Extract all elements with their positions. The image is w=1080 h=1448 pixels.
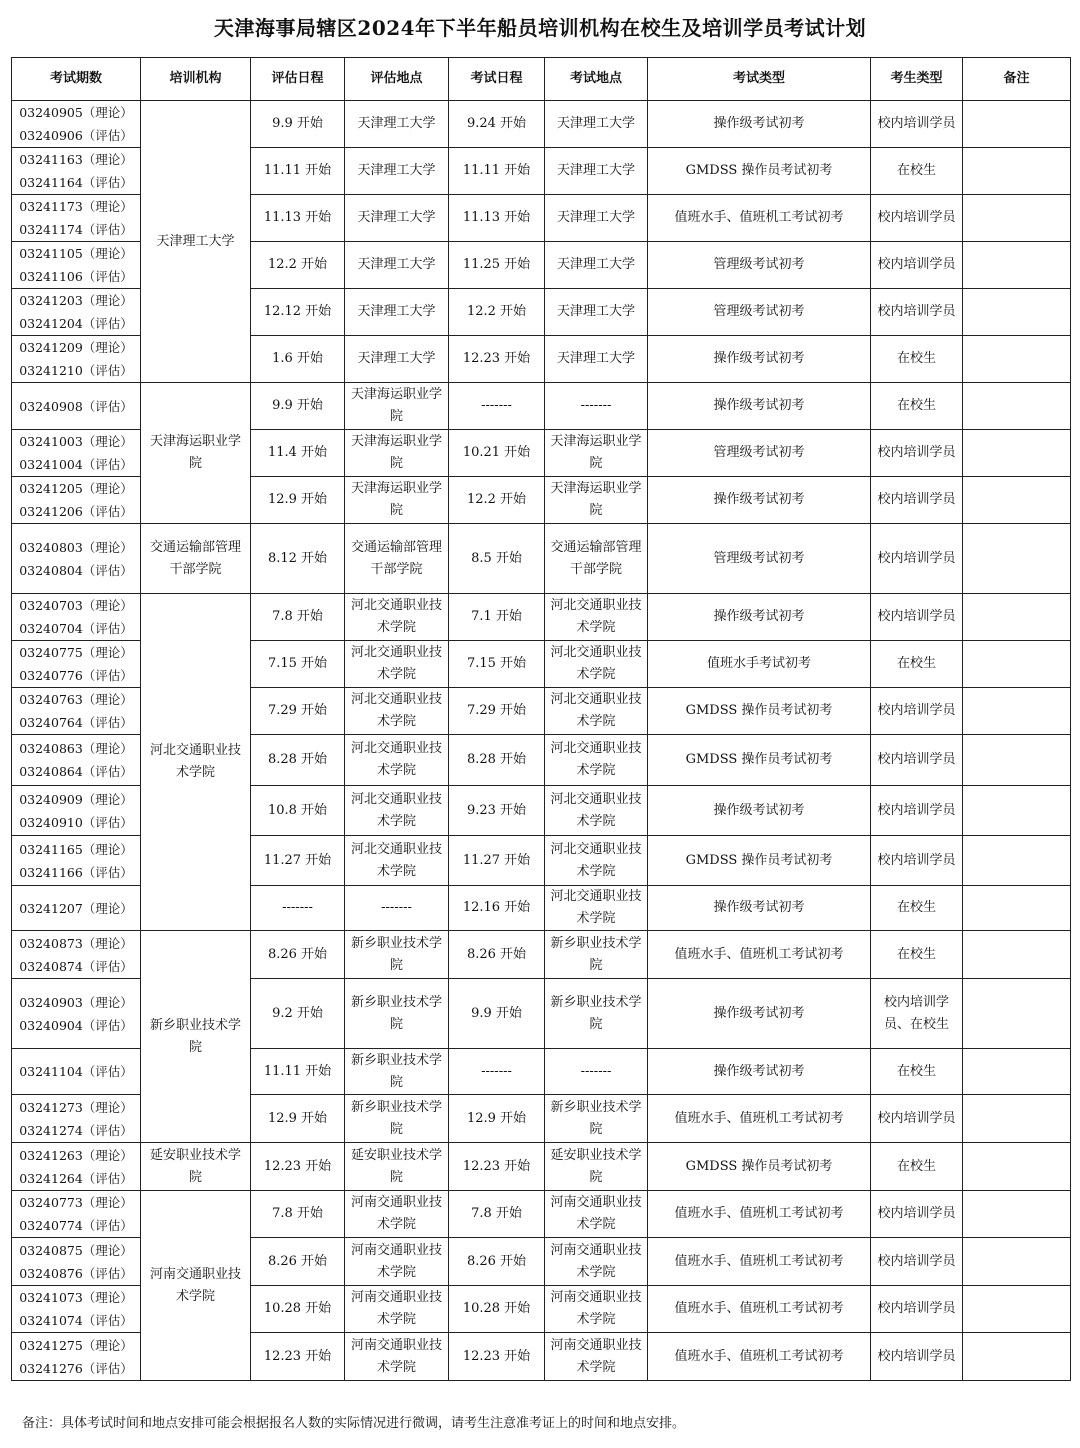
remark-cell: [963, 148, 1071, 195]
exam-type-cell: 值班水手考试初考: [648, 641, 871, 688]
assess-date-cell: 12.2 开始: [251, 242, 345, 289]
exam-period-id: 03241263（理论）: [19, 1147, 133, 1163]
exam-period-cell: [12, 786, 141, 836]
exam-period-id: 03240863（理论）: [19, 741, 133, 756]
exam-period-id: 03240910（评估）: [19, 814, 133, 830]
exam-period-id: 03240763（理论）: [19, 692, 133, 707]
exam-period-cell: [12, 688, 141, 735]
exam-period-id: 03240764（评估）: [19, 715, 133, 730]
assess-date-cell: 10.28 开始: [251, 1286, 345, 1333]
assess-place-cell: 天津海运职业学院: [345, 430, 449, 477]
exam-date-cell: 12.23 开始: [449, 1143, 545, 1191]
exam-date-cell: 12.9 开始: [449, 1095, 545, 1143]
candidate-type-cell: 在校生: [871, 383, 963, 430]
assess-place-cell: 新乡职业技术学院: [345, 1049, 449, 1095]
exam-period-cell: [12, 641, 141, 688]
remark-cell: [963, 786, 1071, 836]
exam-type-cell: 操作级考试初考: [648, 979, 871, 1049]
exam-period-cell: [12, 979, 141, 1049]
exam-period-id: 03241206（评估）: [19, 504, 133, 519]
remark-cell: [963, 336, 1071, 383]
exam-period-id: 03240875（理论）: [19, 1242, 133, 1258]
exam-date-cell: 10.21 开始: [449, 430, 545, 477]
remark-cell: [963, 242, 1071, 289]
exam-period-cell: [12, 1143, 141, 1191]
col-header-exam-type: 考试类型: [648, 58, 871, 101]
candidate-type-cell: 校内培训学员: [871, 242, 963, 289]
exam-date-cell: 7.15 开始: [449, 641, 545, 688]
exam-period-id: 03241004（评估）: [19, 457, 133, 472]
exam-period-id: 03240776（评估）: [19, 668, 133, 683]
exam-date-cell: 12.2 开始: [449, 289, 545, 336]
exam-place-cell: 天津理工大学: [545, 242, 648, 289]
remark-cell: [963, 594, 1071, 641]
exam-period-id: 03240803（理论）: [19, 539, 133, 555]
exam-type-cell: 操作级考试初考: [648, 1049, 871, 1095]
remark-cell: [963, 979, 1071, 1049]
remark-cell: [963, 688, 1071, 735]
exam-place-cell: 河南交通职业技术学院: [545, 1286, 648, 1333]
exam-date-cell: 11.11 开始: [449, 148, 545, 195]
exam-type-cell: 管理级考试初考: [648, 242, 871, 289]
assess-date-cell: 8.26 开始: [251, 1238, 345, 1286]
remark-cell: [963, 641, 1071, 688]
exam-period-cell: [12, 836, 141, 886]
exam-period-id: 03240703（理论）: [19, 598, 133, 613]
col-header-period: 考试期数: [12, 58, 141, 101]
exam-period-cell: [12, 148, 141, 195]
assess-place-cell: 河北交通职业技术学院: [345, 836, 449, 886]
candidate-type-cell: 校内培训学员: [871, 289, 963, 336]
exam-date-cell: 11.25 开始: [449, 242, 545, 289]
table-row: [12, 931, 1071, 979]
exam-period-id: 03241273（理论）: [19, 1099, 133, 1115]
institution-cell: 天津海运职业学院: [141, 383, 251, 524]
exam-place-cell: 天津理工大学: [545, 289, 648, 336]
exam-period-id: 03241105（理论）: [19, 246, 133, 261]
exam-period-id: 03241275（理论）: [19, 1337, 133, 1353]
assess-date-cell: 9.9 开始: [251, 101, 345, 148]
assess-place-cell: 延安职业技术学院: [345, 1143, 449, 1191]
assess-date-cell: 7.15 开始: [251, 641, 345, 688]
table-row: [12, 1143, 1071, 1191]
exam-period-id: 03240876（评估）: [19, 1265, 133, 1281]
table-body: [12, 101, 1071, 1381]
exam-period-cell: [12, 1286, 141, 1333]
exam-period-id: 03241074（评估）: [19, 1313, 133, 1328]
exam-date-cell: 7.8 开始: [449, 1191, 545, 1238]
exam-period-id: 03240908（评估）: [19, 398, 133, 414]
table-header-row: [12, 58, 1071, 101]
exam-period-cell: [12, 735, 141, 786]
exam-period-id: 03241166（评估）: [19, 864, 133, 880]
exam-period-cell: [12, 931, 141, 979]
remark-cell: [963, 1286, 1071, 1333]
assess-date-cell: 11.11 开始: [251, 148, 345, 195]
assess-date-cell: 12.9 开始: [251, 477, 345, 524]
exam-place-cell: -------: [545, 1049, 648, 1095]
exam-date-cell: 8.26 开始: [449, 1238, 545, 1286]
remark-cell: [963, 101, 1071, 148]
remark-cell: [963, 477, 1071, 524]
exam-type-cell: GMDSS 操作员考试初考: [648, 735, 871, 786]
assess-date-cell: 10.8 开始: [251, 786, 345, 836]
exam-period-cell: [12, 1238, 141, 1286]
exam-type-cell: GMDSS 操作员考试初考: [648, 148, 871, 195]
exam-period-id: 03241205（理论）: [19, 481, 133, 496]
remark-cell: [963, 1095, 1071, 1143]
table-row: [12, 101, 1071, 148]
assess-place-cell: 河南交通职业技术学院: [345, 1286, 449, 1333]
table-row: [12, 1191, 1071, 1238]
assess-date-cell: 11.11 开始: [251, 1049, 345, 1095]
table-row: [12, 383, 1071, 430]
assess-date-cell: 1.6 开始: [251, 336, 345, 383]
exam-place-cell: 河北交通职业技术学院: [545, 735, 648, 786]
exam-place-cell: 河北交通职业技术学院: [545, 786, 648, 836]
exam-date-cell: 9.9 开始: [449, 979, 545, 1049]
candidate-type-cell: 校内培训学员: [871, 836, 963, 886]
exam-place-cell: 河南交通职业技术学院: [545, 1333, 648, 1381]
assess-date-cell: 9.9 开始: [251, 383, 345, 430]
candidate-type-cell: 校内培训学员: [871, 524, 963, 594]
remark-cell: [963, 1191, 1071, 1238]
exam-type-cell: 值班水手、值班机工考试初考: [648, 1191, 871, 1238]
col-header-remark: 备注: [963, 58, 1071, 101]
assess-place-cell: 河北交通职业技术学院: [345, 688, 449, 735]
exam-place-cell: 河北交通职业技术学院: [545, 641, 648, 688]
exam-place-cell: 天津理工大学: [545, 336, 648, 383]
exam-type-cell: 管理级考试初考: [648, 430, 871, 477]
exam-period-cell: [12, 477, 141, 524]
assess-date-cell: 12.23 开始: [251, 1143, 345, 1191]
assess-date-cell: 7.29 开始: [251, 688, 345, 735]
assess-place-cell: 天津理工大学: [345, 195, 449, 242]
exam-date-cell: 7.1 开始: [449, 594, 545, 641]
assess-place-cell: 河北交通职业技术学院: [345, 641, 449, 688]
exam-period-id: 03241264（评估）: [19, 1170, 133, 1186]
exam-place-cell: 天津理工大学: [545, 148, 648, 195]
exam-date-cell: 12.23 开始: [449, 1333, 545, 1381]
exam-period-id: 03240773（理论）: [19, 1195, 133, 1210]
assess-place-cell: 天津海运职业学院: [345, 477, 449, 524]
exam-period-id: 03240905（理论）: [19, 105, 133, 120]
exam-date-cell: 12.2 开始: [449, 477, 545, 524]
exam-period-id: 03241165（理论）: [19, 841, 133, 857]
remark-cell: [963, 383, 1071, 430]
candidate-type-cell: 校内培训学员: [871, 1286, 963, 1333]
candidate-type-cell: 校内培训学员: [871, 430, 963, 477]
exam-place-cell: 延安职业技术学院: [545, 1143, 648, 1191]
assess-date-cell: 12.12 开始: [251, 289, 345, 336]
remark-cell: [963, 430, 1071, 477]
exam-date-cell: -------: [449, 383, 545, 430]
institution-cell: 新乡职业技术学院: [141, 931, 251, 1143]
institution-cell: 天津理工大学: [141, 101, 251, 383]
exam-period-cell: [12, 289, 141, 336]
exam-period-id: 03241210（评估）: [19, 363, 133, 378]
exam-type-cell: 操作级考试初考: [648, 336, 871, 383]
exam-place-cell: 河南交通职业技术学院: [545, 1238, 648, 1286]
assess-place-cell: 天津理工大学: [345, 336, 449, 383]
exam-period-cell: [12, 383, 141, 430]
exam-type-cell: 操作级考试初考: [648, 886, 871, 931]
col-header-candidate-type: 考生类型: [871, 58, 963, 101]
exam-place-cell: 河北交通职业技术学院: [545, 688, 648, 735]
exam-period-id: 03241173（理论）: [19, 199, 133, 214]
institution-cell: 河南交通职业技术学院: [141, 1191, 251, 1381]
exam-period-cell: [12, 1095, 141, 1143]
table-row: [12, 524, 1071, 594]
exam-date-cell: 8.26 开始: [449, 931, 545, 979]
exam-place-cell: 新乡职业技术学院: [545, 1095, 648, 1143]
exam-date-cell: 11.27 开始: [449, 836, 545, 886]
exam-period-id: 03241274（评估）: [19, 1122, 133, 1138]
exam-place-cell: 河北交通职业技术学院: [545, 836, 648, 886]
candidate-type-cell: 在校生: [871, 641, 963, 688]
col-header-exam-place: 考试地点: [545, 58, 648, 101]
exam-period-cell: [12, 1191, 141, 1238]
assess-date-cell: 11.4 开始: [251, 430, 345, 477]
assess-date-cell: 8.28 开始: [251, 735, 345, 786]
assess-date-cell: 7.8 开始: [251, 1191, 345, 1238]
remark-cell: [963, 886, 1071, 931]
candidate-type-cell: 校内培训学员: [871, 688, 963, 735]
exam-type-cell: 操作级考试初考: [648, 477, 871, 524]
exam-period-id: 03241203（理论）: [19, 293, 133, 308]
remark-cell: [963, 195, 1071, 242]
exam-period-id: 03241209（理论）: [19, 340, 133, 355]
exam-period-cell: [12, 242, 141, 289]
assess-date-cell: 12.9 开始: [251, 1095, 345, 1143]
exam-period-id: 03241106（评估）: [19, 269, 133, 284]
exam-period-id: 03241174（评估）: [19, 222, 133, 237]
col-header-exam-date: 考试日程: [449, 58, 545, 101]
remark-cell: [963, 735, 1071, 786]
exam-date-cell: 8.5 开始: [449, 524, 545, 594]
exam-period-id: 03240774（评估）: [19, 1218, 133, 1233]
candidate-type-cell: 校内培训学员: [871, 1238, 963, 1286]
remark-cell: [963, 289, 1071, 336]
exam-period-id: 03241104（评估）: [19, 1064, 133, 1079]
exam-period-cell: [12, 101, 141, 148]
exam-period-cell: [12, 430, 141, 477]
exam-period-id: 03240904（评估）: [19, 1017, 133, 1033]
footnote: 备注：具体考试时间和地点安排可能会根据报名人数的实际情况进行微调，请考生注意准考证上的时间和地点安排。: [22, 1416, 686, 1431]
exam-period-id: 03240873（理论）: [19, 935, 133, 951]
assess-place-cell: 新乡职业技术学院: [345, 931, 449, 979]
assess-date-cell: 8.12 开始: [251, 524, 345, 594]
remark-cell: [963, 931, 1071, 979]
assess-place-cell: 天津理工大学: [345, 148, 449, 195]
assess-date-cell: 11.27 开始: [251, 836, 345, 886]
exam-period-id: 03241207（理论）: [19, 900, 133, 916]
assess-place-cell: 河北交通职业技术学院: [345, 735, 449, 786]
assess-date-cell: 11.13 开始: [251, 195, 345, 242]
remark-cell: [963, 1143, 1071, 1191]
exam-place-cell: -------: [545, 383, 648, 430]
candidate-type-cell: 在校生: [871, 1049, 963, 1095]
candidate-type-cell: 在校生: [871, 336, 963, 383]
assess-place-cell: 天津海运职业学院: [345, 383, 449, 430]
assess-place-cell: 天津理工大学: [345, 242, 449, 289]
exam-type-cell: 值班水手、值班机工考试初考: [648, 1333, 871, 1381]
exam-type-cell: 值班水手、值班机工考试初考: [648, 931, 871, 979]
assess-date-cell: -------: [251, 886, 345, 931]
assess-date-cell: 8.26 开始: [251, 931, 345, 979]
exam-date-cell: -------: [449, 1049, 545, 1095]
candidate-type-cell: 校内培训学员: [871, 195, 963, 242]
exam-period-id: 03241003（理论）: [19, 434, 133, 449]
candidate-type-cell: 校内培训学员、在校生: [871, 979, 963, 1049]
candidate-type-cell: 在校生: [871, 1143, 963, 1191]
exam-date-cell: 9.24 开始: [449, 101, 545, 148]
exam-plan-table: [11, 57, 1071, 1381]
assess-date-cell: 12.23 开始: [251, 1333, 345, 1381]
exam-period-id: 03241164（评估）: [19, 175, 133, 190]
exam-date-cell: 10.28 开始: [449, 1286, 545, 1333]
exam-type-cell: 操作级考试初考: [648, 594, 871, 641]
assess-date-cell: 7.8 开始: [251, 594, 345, 641]
remark-cell: [963, 836, 1071, 886]
exam-place-cell: 天津海运职业学院: [545, 477, 648, 524]
exam-type-cell: GMDSS 操作员考试初考: [648, 688, 871, 735]
remark-cell: [963, 1333, 1071, 1381]
candidate-type-cell: 校内培训学员: [871, 101, 963, 148]
exam-type-cell: 管理级考试初考: [648, 524, 871, 594]
exam-period-cell: [12, 594, 141, 641]
exam-period-id: 03240906（评估）: [19, 128, 133, 143]
exam-period-id: 03240874（评估）: [19, 958, 133, 974]
exam-type-cell: GMDSS 操作员考试初考: [648, 836, 871, 886]
exam-period-id: 03240775（理论）: [19, 645, 133, 660]
remark-cell: [963, 1049, 1071, 1095]
table-row: [12, 594, 1071, 641]
exam-date-cell: 11.13 开始: [449, 195, 545, 242]
candidate-type-cell: 校内培训学员: [871, 1095, 963, 1143]
exam-period-id: 03240903（理论）: [19, 994, 133, 1010]
exam-period-id: 03240804（评估）: [19, 562, 133, 578]
assess-place-cell: 河北交通职业技术学院: [345, 594, 449, 641]
assess-place-cell: 河北交通职业技术学院: [345, 786, 449, 836]
candidate-type-cell: 在校生: [871, 886, 963, 931]
institution-cell: 延安职业技术学院: [141, 1143, 251, 1191]
assess-place-cell: 河南交通职业技术学院: [345, 1191, 449, 1238]
exam-date-cell: 9.23 开始: [449, 786, 545, 836]
col-header-assess-date: 评估日程: [251, 58, 345, 101]
assess-date-cell: 9.2 开始: [251, 979, 345, 1049]
exam-place-cell: 天津海运职业学院: [545, 430, 648, 477]
remark-cell: [963, 524, 1071, 594]
candidate-type-cell: 校内培训学员: [871, 1191, 963, 1238]
exam-place-cell: 河北交通职业技术学院: [545, 594, 648, 641]
candidate-type-cell: 校内培训学员: [871, 477, 963, 524]
assess-place-cell: 交通运输部管理干部学院: [345, 524, 449, 594]
exam-date-cell: 8.28 开始: [449, 735, 545, 786]
exam-period-cell: [12, 886, 141, 931]
exam-date-cell: 12.23 开始: [449, 336, 545, 383]
exam-period-id: 03241163（理论）: [19, 152, 133, 167]
exam-place-cell: 交通运输部管理干部学院: [545, 524, 648, 594]
exam-type-cell: 值班水手、值班机工考试初考: [648, 1095, 871, 1143]
candidate-type-cell: 校内培训学员: [871, 1333, 963, 1381]
exam-type-cell: 值班水手、值班机工考试初考: [648, 1238, 871, 1286]
candidate-type-cell: 校内培训学员: [871, 594, 963, 641]
exam-place-cell: 河南交通职业技术学院: [545, 1191, 648, 1238]
exam-period-cell: [12, 1049, 141, 1095]
exam-period-id: 03241276（评估）: [19, 1360, 133, 1376]
exam-period-cell: [12, 336, 141, 383]
assess-place-cell: 天津理工大学: [345, 289, 449, 336]
exam-date-cell: 12.16 开始: [449, 886, 545, 931]
exam-type-cell: 值班水手、值班机工考试初考: [648, 1286, 871, 1333]
institution-cell: 河北交通职业技术学院: [141, 594, 251, 931]
exam-period-cell: [12, 1333, 141, 1381]
exam-type-cell: 管理级考试初考: [648, 289, 871, 336]
exam-place-cell: 天津理工大学: [545, 101, 648, 148]
exam-place-cell: 天津理工大学: [545, 195, 648, 242]
exam-date-cell: 7.29 开始: [449, 688, 545, 735]
assess-place-cell: 新乡职业技术学院: [345, 1095, 449, 1143]
candidate-type-cell: 在校生: [871, 931, 963, 979]
exam-type-cell: 值班水手、值班机工考试初考: [648, 195, 871, 242]
exam-place-cell: 河北交通职业技术学院: [545, 886, 648, 931]
exam-period-id: 03241073（理论）: [19, 1290, 133, 1305]
exam-period-id: 03241204（评估）: [19, 316, 133, 331]
assess-place-cell: 天津理工大学: [345, 101, 449, 148]
assess-place-cell: 河南交通职业技术学院: [345, 1333, 449, 1381]
institution-cell: 交通运输部管理干部学院: [141, 524, 251, 594]
col-header-institution: 培训机构: [141, 58, 251, 101]
page-title: 天津海事局辖区2024年下半年船员培训机构在校生及培训学员考试计划: [213, 16, 867, 40]
candidate-type-cell: 在校生: [871, 148, 963, 195]
exam-place-cell: 新乡职业技术学院: [545, 979, 648, 1049]
exam-period-cell: [12, 195, 141, 242]
col-header-assess-place: 评估地点: [345, 58, 449, 101]
candidate-type-cell: 校内培训学员: [871, 786, 963, 836]
remark-cell: [963, 1238, 1071, 1286]
exam-type-cell: 操作级考试初考: [648, 101, 871, 148]
exam-period-id: 03240864（评估）: [19, 764, 133, 779]
exam-type-cell: GMDSS 操作员考试初考: [648, 1143, 871, 1191]
exam-period-id: 03240909（理论）: [19, 791, 133, 807]
assess-place-cell: 河南交通职业技术学院: [345, 1238, 449, 1286]
exam-period-cell: [12, 524, 141, 594]
exam-type-cell: 操作级考试初考: [648, 383, 871, 430]
exam-place-cell: 新乡职业技术学院: [545, 931, 648, 979]
exam-type-cell: 操作级考试初考: [648, 786, 871, 836]
candidate-type-cell: 校内培训学员: [871, 735, 963, 786]
assess-place-cell: 新乡职业技术学院: [345, 979, 449, 1049]
assess-place-cell: -------: [345, 886, 449, 931]
exam-period-id: 03240704（评估）: [19, 621, 133, 636]
